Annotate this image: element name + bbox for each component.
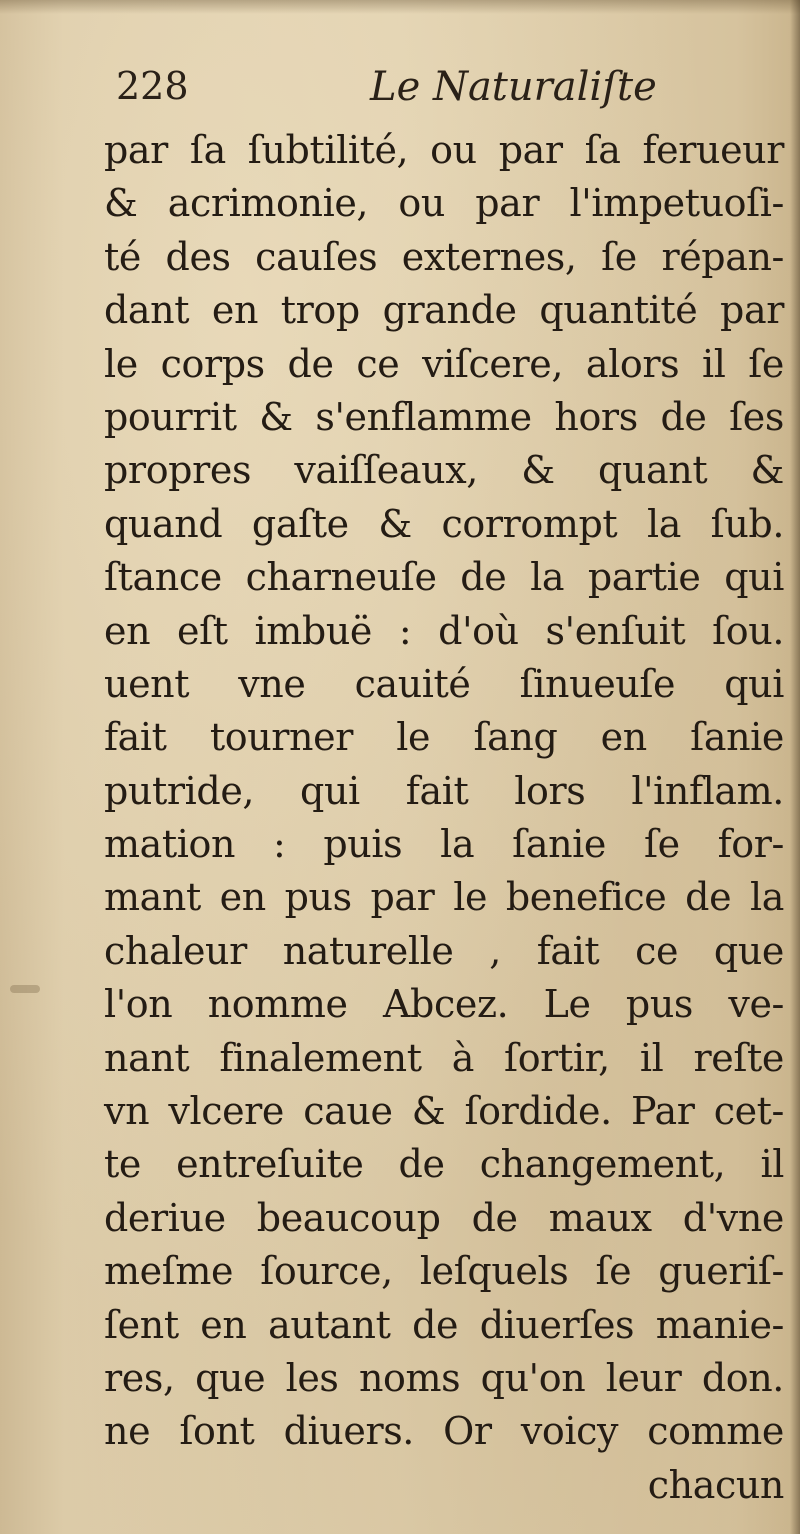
catchword: chacun <box>647 1462 784 1507</box>
text-line: ne ſont diuers. Or voicy comme <box>104 1409 784 1454</box>
page-top-shadow <box>0 0 800 14</box>
text-line: mant en pus par le benefice de la <box>104 875 784 920</box>
text-line: pourrit & s'enflamme hors de ſes <box>104 394 784 439</box>
text-line: ſtance charneuſe de la partie qui <box>104 555 784 600</box>
page-number: 228 <box>116 64 189 108</box>
text-line: ſent en autant de diuerſes manie- <box>104 1302 784 1347</box>
text-line: mation : puis la ſanie ſe for- <box>104 822 784 867</box>
text-line: te entreſuite de changement, il <box>104 1142 784 1187</box>
text-line: putride, qui fait lors l'inflam. <box>104 768 784 813</box>
text-line: le corps de ce viſcere, alors il ſe <box>104 341 784 386</box>
text-line: par ſa ſubtilité, ou par ſa ferueur <box>104 128 784 172</box>
text-line: & acrimonie, ou par l'impetuoſi- <box>104 181 784 226</box>
text-line: vn vlcere caue & ſordide. Par cet- <box>104 1089 784 1134</box>
text-line: nant finalement à ſortir, il reſte <box>104 1035 784 1080</box>
text-line: quand gaſte & corrompt la ſub. <box>104 501 784 546</box>
text-line: chaleur naturelle , fait ce que <box>104 928 784 973</box>
page-binding-edge <box>790 0 800 1534</box>
page-header <box>108 64 668 114</box>
text-line: l'on nomme Abcez. Le pus ve- <box>104 982 784 1027</box>
text-line: meſme ſource, leſquels ſe gueriſ- <box>104 1249 784 1294</box>
text-line: deriue beaucoup de maux d'vne <box>104 1195 784 1240</box>
running-title: Le Naturaliſte <box>370 64 657 110</box>
text-line: fait tourner le ſang en ſanie <box>104 715 784 760</box>
text-line: dant en trop grande quantité par <box>104 288 784 333</box>
text-line: en eſt imbuë : d'où s'enſuit ſou. <box>104 608 784 653</box>
text-line: té des cauſes externes, ſe répan- <box>104 234 784 279</box>
text-line: uent vne cauité ſinueuſe qui <box>104 661 784 706</box>
body-text <box>104 124 784 1512</box>
text-line: res, que les noms qu'on leur don. <box>104 1355 784 1400</box>
text-line: propres vaiſſeaux, & quant & <box>104 448 784 493</box>
ink-smudge <box>10 985 40 993</box>
